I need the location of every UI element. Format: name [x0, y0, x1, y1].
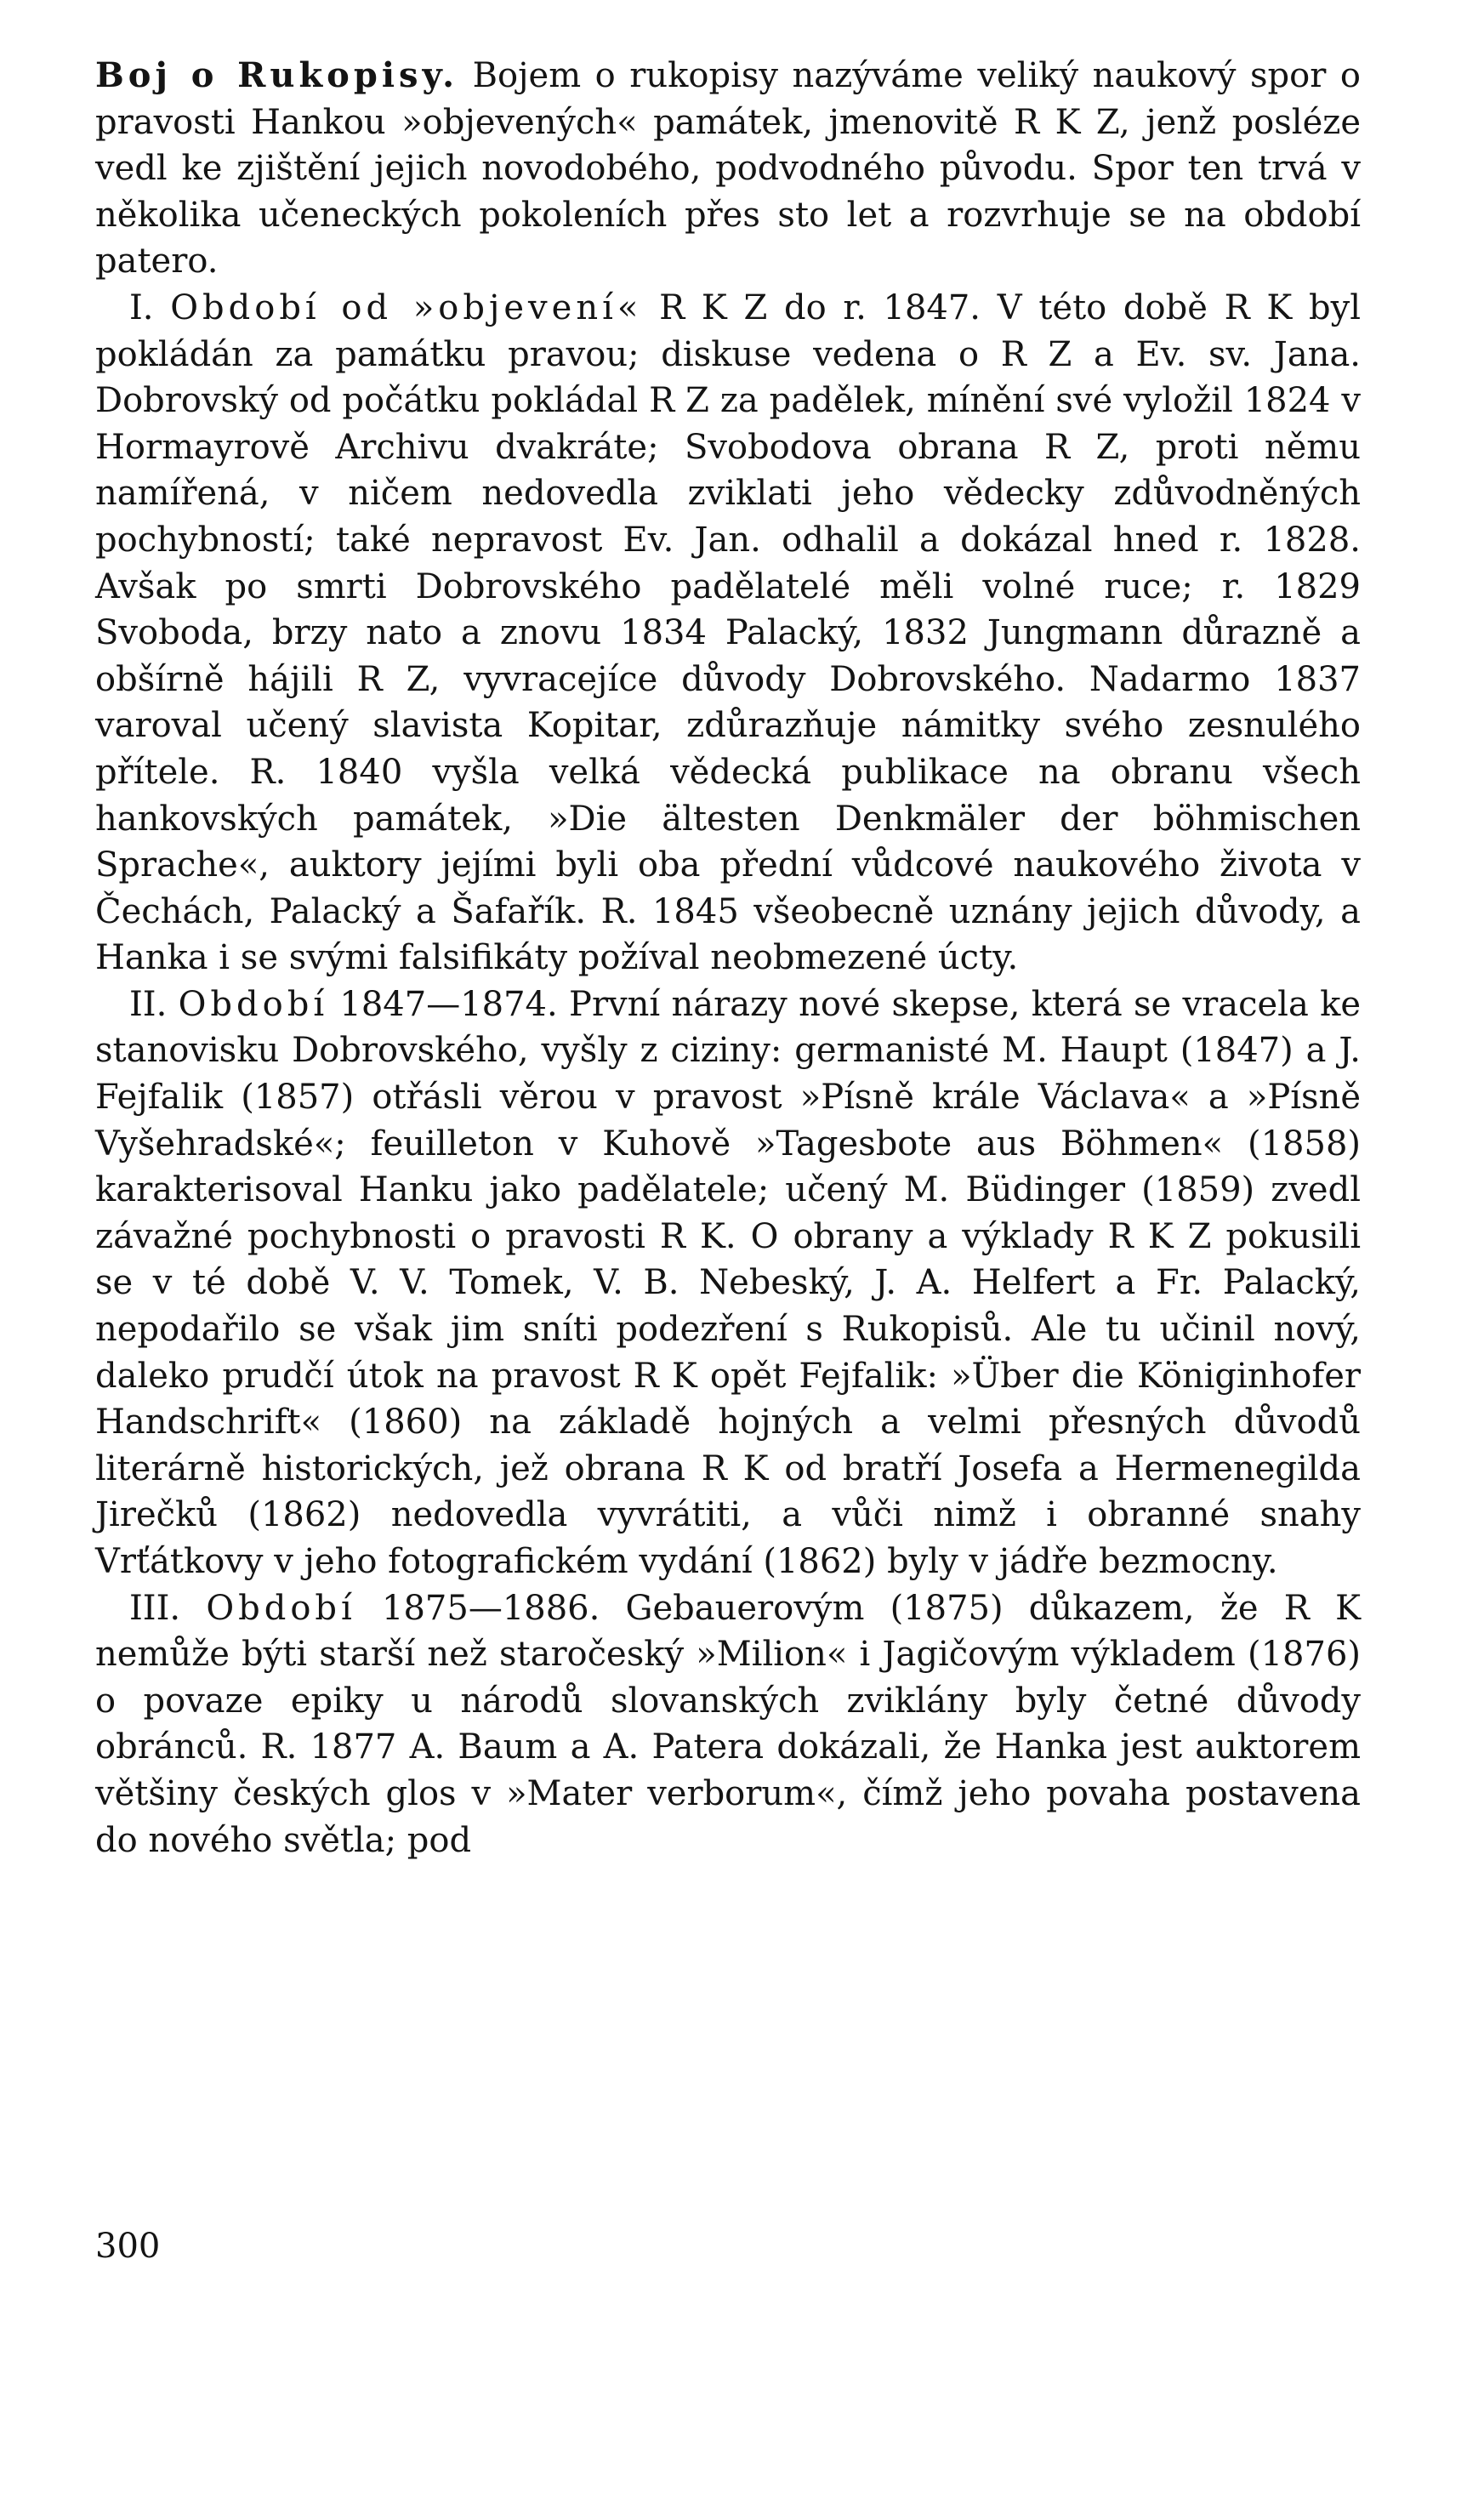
entry-intro-paragraph — [95, 53, 1361, 285]
entry-headword: Boj o Rukopisy. — [95, 55, 459, 95]
period-1-paragraph — [95, 285, 1361, 982]
period-1-text: R K Z do r. 1847. V této době R K byl pokládán za památku pravou; diskuse vedena o R Z a Ev. sv. Jana. Dobrovský od počátku pokládal R Z za padělek, mínění své vyložil 1824 v Hormayrově Archivu dvakráte; Svobodova obrana R Z, proti němu namířená, v ničem nedovedla zviklati jeho vědecky zdůvodněných pochybností; také nepravost Ev. Jan. odhalil a dokázal hned r. 1828. Avšak po smrti Dobrovského padělatelé měli volné ruce; r. 1829 Svoboda, brzy nato a znovu 1834 Palacký, 1832 Jungmann důrazně a obšírně hájili R Z, vyvracejíce důvody Dobrovského. Nadarmo 1837 varoval učený slavista Kopitar, zdůrazňuje námitky svého zesnulého přítele. R. 1840 vyšla velká vědecká publikace na obranu všech hankovských památek, »Die ältesten Denkmäler der böhmischen Sprache«, auktory jejími byli oba přední vůdcové naukového života v Čechách, Palacký a Šafařík. R. 1845 všeobecně uznány jejich důvody, a Hanka i se svými falsifikáty požíval neobmezené úcty. — [95, 287, 1362, 978]
period-2-paragraph — [95, 982, 1361, 1585]
period-3-label: Období — [206, 1588, 356, 1628]
period-1-label: Období od »objevení« — [170, 287, 643, 327]
period-2-numeral: II. — [129, 984, 179, 1024]
period-3-numeral: III. — [129, 1588, 207, 1628]
entry-intro-text: Bojem o rukopisy nazýváme veliký naukový spor o pravosti Hankou »objevených« památek, jmenovitě R K Z, jenž posléze vedl ke zjištění jejich novodobého, podvodného původu. Spor ten trvá v několika učeneckých pokoleních přes sto let a rozvrhuje se na období patero. — [95, 56, 1361, 282]
period-3-text: 1875—1886. Gebauerovým (1875) důkazem, že R K nemůže býti starší než staročeský »Milion« i Jagičovým výkladem (1876) o povaze epiky u národů slovanských zviklány byly četné důvody obránců. R. 1877 A. Baum a A. Patera dokázali, že Hanka jest auktorem většiny českých glos v »Mater verborum«, čímž jeho povaha postavena do nového světla; pod — [95, 1588, 1361, 1860]
body-text — [95, 53, 1361, 1863]
period-2-label: Období — [178, 984, 329, 1024]
page-number: 300 — [95, 2227, 161, 2266]
period-1-numeral: I. — [129, 287, 171, 327]
period-3-paragraph — [95, 1585, 1361, 1864]
period-2-text: 1847—1874. První nárazy nové skepse, která se vracela ke stanovisku Dobrovského, vyšly z ciziny: germanisté M. Haupt (1847) a J. Fejfalik (1857) otřásli věrou v pravost »Písně krále Václava« a »Písně Vyšehradské«; feuilleton v Kuhově »Tagesbote aus Böhmen« (1858) karakterisoval Hanku jako padělatele; učený M. Büdinger (1859) zvedl závažné pochybnosti o pravosti R K. O obrany a výklady R K Z pokusili se v té době V. V. Tomek, V. B. Nebeský, J. A. Helfert a Fr. Palacký, nepodařilo se však jim sníti podezření s Rukopisů. Ale tu učinil nový, daleko prudčí útok na pravost R K opět Fejfalik: »Über die Königinhofer Handschrift« (1860) na základě hojných a velmi přesných důvodů literárně historických, jež obrana R K od bratří Josefa a Hermenegilda Jirečků (1862) nedovedla vyvrátiti, a vůči nimž i obranné snahy Vrťátkovy v jeho fotografickém vydání (1862) byly v jádře bezmocny. — [95, 984, 1362, 1581]
